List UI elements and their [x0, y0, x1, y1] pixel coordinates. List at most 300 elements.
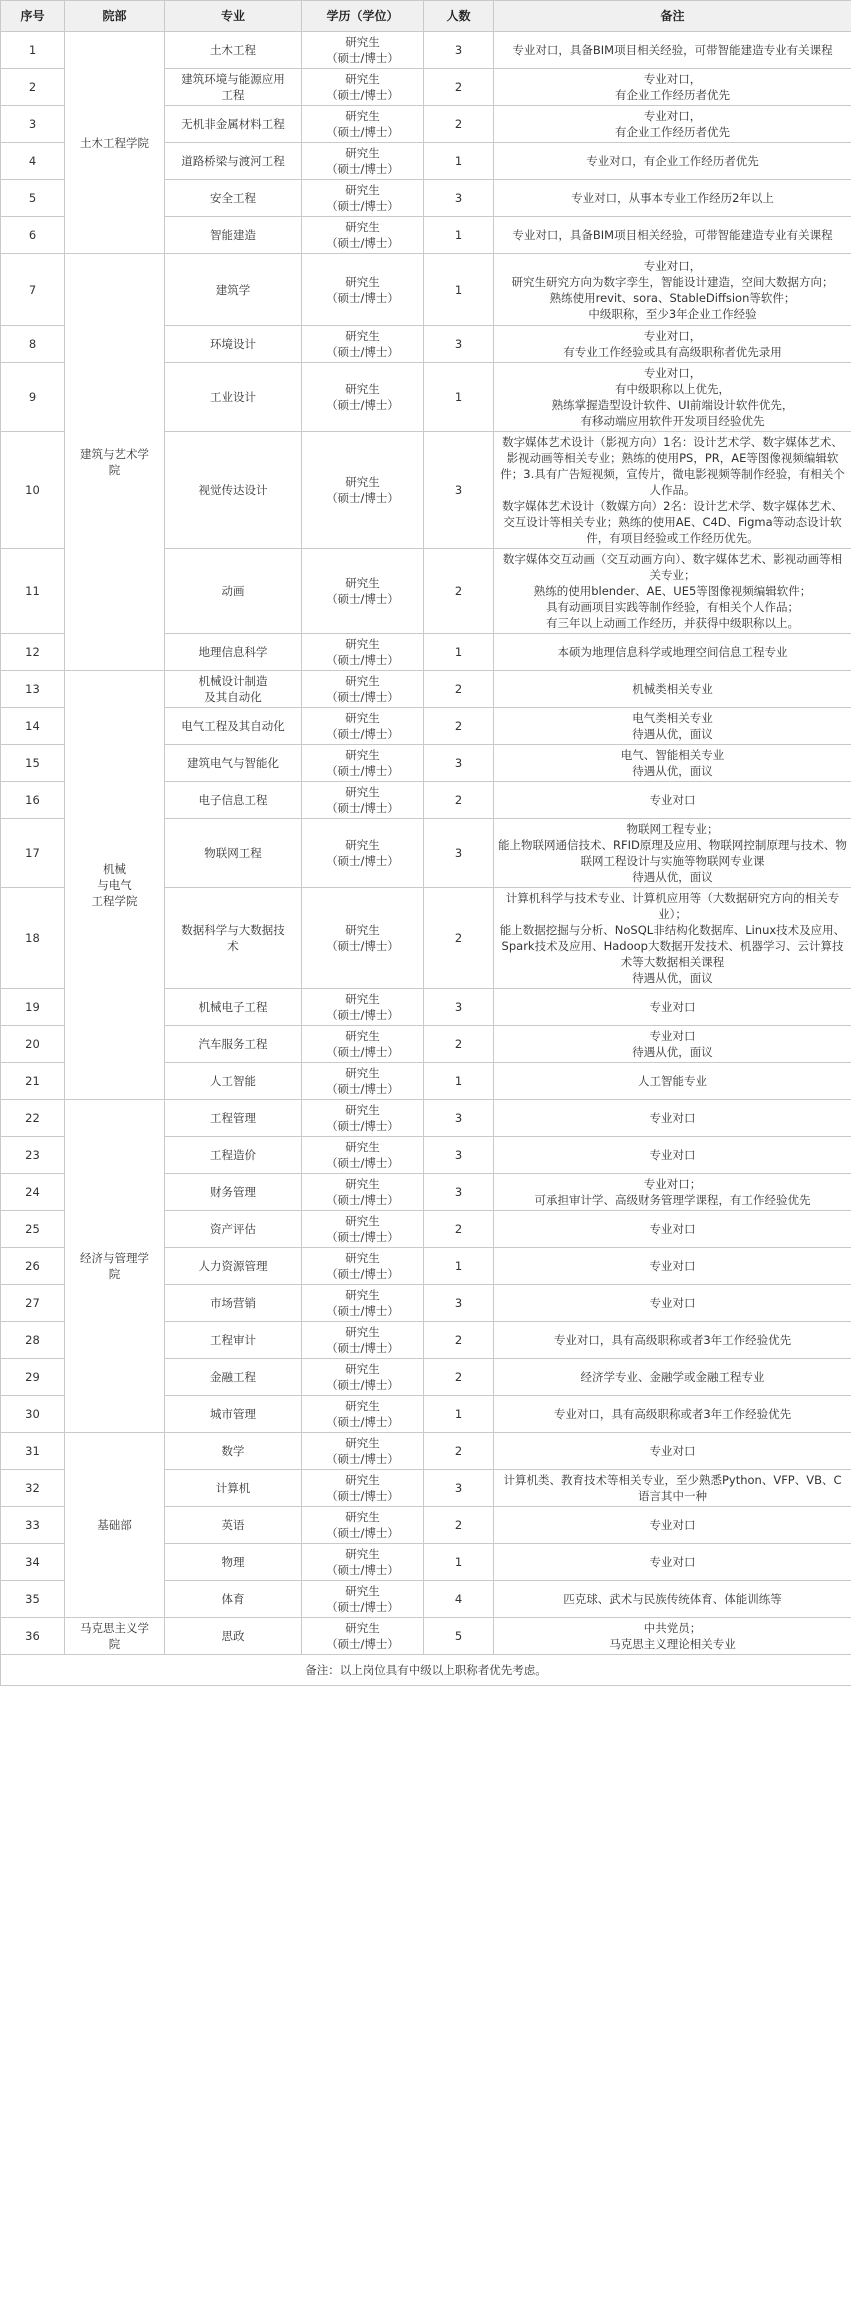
cell-education [302, 549, 424, 634]
cell-no: 15 [1, 745, 65, 782]
line-text: 经济学专业、金融学或金融工程专业 [580, 1370, 765, 1384]
cell-major [165, 1211, 302, 1248]
cell-no: 28 [1, 1322, 65, 1359]
cell-education [302, 1396, 424, 1433]
line-text: 研究生 [345, 1473, 380, 1487]
cell-count: 3 [424, 819, 494, 888]
line-text: 建筑与艺术学 [80, 447, 149, 461]
cell-education [302, 143, 424, 180]
line-text: 专业对口； [643, 1177, 702, 1191]
line-text: 城市管理 [210, 1407, 256, 1421]
line-text: （硕士/博士） [326, 1230, 399, 1244]
cell-education [302, 1248, 424, 1285]
line-text: 电气、智能相关专业 [620, 748, 725, 762]
line-text: 专业对口， [643, 72, 702, 86]
cell-count: 2 [424, 671, 494, 708]
cell-education [302, 1211, 424, 1248]
cell-no: 20 [1, 1026, 65, 1063]
cell-count: 3 [424, 432, 494, 549]
line-text: 专业对口 [649, 1222, 696, 1236]
cell-note [494, 1211, 851, 1248]
line-text: （硕士/博士） [326, 398, 399, 412]
cell-no: 31 [1, 1433, 65, 1470]
cell-major [165, 1618, 302, 1655]
line-text: 资产评估 [210, 1222, 256, 1236]
line-text: 电气工程及其自动化 [181, 719, 285, 733]
line-text: 研究生 [345, 183, 380, 197]
line-text: 研究生 [345, 382, 380, 396]
line-text: 中共党员； [643, 1621, 702, 1635]
line-text: （硕士/博士） [326, 1082, 399, 1096]
line-text: 物联网工程专业； [626, 822, 719, 836]
cell-education [302, 1174, 424, 1211]
cell-note [494, 549, 851, 634]
cell-major [165, 1063, 302, 1100]
line-text: （硕士/博士） [326, 1304, 399, 1318]
line-text: 研究生 [345, 992, 380, 1006]
line-text: 术 [227, 939, 239, 953]
cell-count: 1 [424, 634, 494, 671]
line-text: 待遇从优，面议 [632, 727, 713, 741]
cell-note [494, 1433, 851, 1470]
line-text: 专业对口，有企业工作经历者优先 [586, 154, 759, 168]
cell-education [302, 32, 424, 69]
line-text: 研究生 [345, 1214, 380, 1228]
cell-note [494, 1507, 851, 1544]
cell-department [65, 1100, 165, 1433]
cell-no: 11 [1, 549, 65, 634]
line-text: 有企业工作经历者优先 [615, 125, 730, 139]
cell-note [494, 1396, 851, 1433]
cell-education [302, 1507, 424, 1544]
line-text: 建筑环境与能源应用 [181, 72, 285, 86]
line-text: （硕士/博士） [326, 1193, 399, 1207]
line-text: 专业对口，具备BIM项目相关经验，可带智能建造专业有关课程 [512, 43, 833, 57]
line-text: 专业对口， [643, 366, 702, 380]
line-text: （硕士/博士） [326, 1378, 399, 1392]
cell-no: 18 [1, 888, 65, 989]
cell-note [494, 1470, 851, 1507]
line-text: 研究生 [345, 1399, 380, 1413]
cell-no: 1 [1, 32, 65, 69]
line-text: 研究生 [345, 1140, 380, 1154]
cell-note [494, 1137, 851, 1174]
cell-count: 2 [424, 549, 494, 634]
cell-no: 8 [1, 326, 65, 363]
line-text: 专业对口， [643, 109, 702, 123]
header-education: 学历（学位） [302, 1, 424, 32]
cell-major [165, 432, 302, 549]
line-text: 研究生 [345, 109, 380, 123]
line-text: 待遇从优，面议 [632, 764, 713, 778]
cell-major [165, 254, 302, 326]
cell-education [302, 745, 424, 782]
header-count: 人数 [424, 1, 494, 32]
line-text: （硕士/博士） [326, 162, 399, 176]
line-text: 待遇从优，面议 [632, 870, 713, 884]
line-text: 动画 [221, 584, 245, 598]
line-text: 视觉传达设计 [198, 483, 268, 497]
line-text: （硕士/博士） [326, 1008, 399, 1022]
cell-education [302, 106, 424, 143]
cell-major [165, 708, 302, 745]
line-text: （硕士/博士） [326, 727, 399, 741]
cell-count: 3 [424, 32, 494, 69]
cell-education [302, 1470, 424, 1507]
cell-no: 2 [1, 69, 65, 106]
cell-note [494, 143, 851, 180]
cell-count: 3 [424, 1470, 494, 1507]
line-text: 专业对口，具备BIM项目相关经验，可带智能建造专业有关课程 [512, 228, 833, 242]
cell-count: 2 [424, 1026, 494, 1063]
line-text: 研究生 [345, 1288, 380, 1302]
cell-education [302, 254, 424, 326]
cell-note [494, 1359, 851, 1396]
cell-major [165, 1581, 302, 1618]
line-text: （硕士/博士） [326, 1267, 399, 1281]
cell-major [165, 782, 302, 819]
line-text: 研究生研究方向为数字孪生，智能设计建造，空间大数据方向； [511, 274, 834, 289]
line-text: 有中级职称以上优先， [615, 382, 730, 396]
line-text: 土木工程学院 [80, 135, 149, 150]
cell-no: 13 [1, 671, 65, 708]
line-text: （硕士/博士） [326, 1156, 399, 1170]
cell-education [302, 217, 424, 254]
line-text: 专业对口 [649, 1259, 696, 1273]
cell-major [165, 989, 302, 1026]
cell-note [494, 888, 851, 989]
line-text: （硕士/博士） [326, 1637, 399, 1651]
line-text: 数字媒体艺术设计（影视方向）1名：设计艺术学、数字媒体艺术、影视动画等相关专业；熟练的使用PS，PR，AE等图像视频编辑软件；3.具有广告短视频，宣传片，微电影视频等制作经验，有相关个人作品。 [500, 435, 845, 497]
cell-note [494, 989, 851, 1026]
cell-no: 10 [1, 432, 65, 549]
line-text: 有移动端应用软件开发项目经验优先 [580, 414, 765, 428]
cell-education [302, 1137, 424, 1174]
line-text: 研究生 [345, 1325, 380, 1339]
line-text: 数据科学与大数据技 [181, 923, 285, 937]
line-text: 匹克球、武术与民族传统体育、体能训练等 [563, 1592, 782, 1606]
line-text: 数学 [221, 1444, 245, 1458]
line-text: 人工智能 [210, 1074, 256, 1088]
cell-note [494, 1026, 851, 1063]
line-text: 专业对口，具有高级职称或者3年工作经验优先 [553, 1407, 792, 1421]
line-text: （硕士/博士） [326, 236, 399, 250]
line-text: 无机非金属材料工程 [181, 117, 285, 131]
line-text: 汽车服务工程 [198, 1037, 268, 1051]
line-text: 熟练掌握造型设计软件、UI前端设计软件优先， [551, 398, 794, 412]
cell-no: 7 [1, 254, 65, 326]
cell-no: 4 [1, 143, 65, 180]
line-text: 土木工程 [210, 43, 256, 57]
line-text: 待遇从优，面议 [632, 1045, 713, 1059]
cell-count: 2 [424, 708, 494, 745]
footer-note: 备注：以上岗位具有中级以上职称者优先考虑。 [1, 1655, 851, 1686]
cell-major [165, 1359, 302, 1396]
cell-education [302, 432, 424, 549]
table-row [1, 1618, 851, 1655]
line-text: 金融工程 [210, 1370, 256, 1384]
cell-education [302, 1544, 424, 1581]
table-row [1, 1100, 851, 1137]
cell-no: 33 [1, 1507, 65, 1544]
line-text: 数字媒体艺术设计（数媒方向）2名：设计艺术学、数字媒体艺术、交互设计等相关专业；熟练的使用AE、C4D、Figma等动态设计软件，有项目经验或工作经历优先。 [502, 499, 843, 545]
line-text: （硕士/博士） [326, 1600, 399, 1614]
cell-count: 3 [424, 326, 494, 363]
line-text: 人工智能专业 [638, 1074, 707, 1088]
cell-note [494, 1618, 851, 1655]
line-text: 研究生 [345, 274, 380, 289]
cell-department [65, 671, 165, 1100]
cell-count: 1 [424, 254, 494, 326]
cell-department [65, 254, 165, 671]
cell-no: 24 [1, 1174, 65, 1211]
line-text: 安全工程 [210, 191, 256, 205]
line-text: （硕士/博士） [326, 690, 399, 704]
cell-no: 36 [1, 1618, 65, 1655]
line-text: 有企业工作经历者优先 [615, 88, 730, 102]
cell-major [165, 217, 302, 254]
line-text: 研究生 [345, 1066, 380, 1080]
line-text: （硕士/博士） [326, 854, 399, 868]
header-note: 备注 [494, 1, 851, 32]
cell-no: 29 [1, 1359, 65, 1396]
cell-major [165, 1470, 302, 1507]
line-text: 人力资源管理 [198, 1259, 268, 1273]
line-text: （硕士/博士） [326, 653, 399, 667]
cell-count: 2 [424, 1322, 494, 1359]
cell-note [494, 254, 851, 326]
cell-count: 1 [424, 1248, 494, 1285]
line-text: 专业对口 [649, 793, 696, 807]
line-text: （硕士/博士） [326, 1119, 399, 1133]
cell-no: 30 [1, 1396, 65, 1433]
line-text: 具有动画项目实践等制作经验，有相关个人作品； [546, 600, 799, 614]
line-text: 马克思主义学 [80, 1621, 149, 1635]
line-text: 计算机科学与技术专业、计算机应用等（大数据研究方向的相关专业）； [505, 891, 840, 921]
line-text: 研究生 [345, 576, 380, 590]
cell-major [165, 1433, 302, 1470]
cell-note [494, 1285, 851, 1322]
line-text: （硕士/博士） [326, 1526, 399, 1540]
line-text: 与电气 [97, 878, 132, 892]
line-text: 研究生 [345, 1177, 380, 1191]
line-text: 专业对口 [649, 1148, 696, 1162]
cell-note [494, 32, 851, 69]
cell-education [302, 326, 424, 363]
cell-education [302, 1581, 424, 1618]
cell-department [65, 1433, 165, 1618]
cell-note [494, 180, 851, 217]
cell-education [302, 671, 424, 708]
line-text: 研究生 [345, 1251, 380, 1265]
line-text: 中级职称，至少3年企业工作经验 [588, 306, 757, 321]
cell-count: 2 [424, 1507, 494, 1544]
line-text: 研究生 [345, 1584, 380, 1598]
cell-count: 1 [424, 363, 494, 432]
cell-education [302, 180, 424, 217]
cell-education [302, 819, 424, 888]
line-text: 地理信息科学 [198, 645, 268, 659]
line-text: 工程 [221, 88, 245, 102]
cell-note [494, 1248, 851, 1285]
cell-no: 21 [1, 1063, 65, 1100]
cell-note [494, 1322, 851, 1359]
line-text: 机械设计制造 [198, 674, 268, 688]
line-text: 研究生 [345, 1103, 380, 1117]
line-text: 可承担审计学、高级财务管理学课程，有工作经验优先 [534, 1193, 811, 1207]
cell-education [302, 1063, 424, 1100]
cell-note [494, 1544, 851, 1581]
line-text: （硕士/博士） [326, 1415, 399, 1429]
line-text: 环境设计 [210, 337, 256, 351]
cell-major [165, 326, 302, 363]
line-text: 研究生 [345, 838, 380, 852]
line-text: 专业对口，具有高级职称或者3年工作经验优先 [553, 1333, 792, 1347]
line-text: 英语 [221, 1518, 245, 1532]
cell-note [494, 1174, 851, 1211]
line-text: 研究生 [345, 1029, 380, 1043]
line-text: 研究生 [345, 35, 380, 49]
line-text: 数字媒体交互动画（交互动画方向）、数字媒体艺术、影视动画等相关专业； [502, 552, 843, 582]
cell-no: 25 [1, 1211, 65, 1248]
line-text: 研究生 [345, 637, 380, 651]
line-text: （硕士/博士） [326, 88, 399, 102]
cell-major [165, 106, 302, 143]
line-text: 专业对口 [649, 1555, 696, 1569]
cell-no: 16 [1, 782, 65, 819]
line-text: 研究生 [345, 785, 380, 799]
cell-no: 12 [1, 634, 65, 671]
cell-count: 2 [424, 782, 494, 819]
line-text: 电子信息工程 [198, 793, 268, 807]
line-text: （硕士/博士） [326, 1045, 399, 1059]
line-text: 物理 [221, 1555, 245, 1569]
cell-count: 3 [424, 1285, 494, 1322]
cell-major [165, 1544, 302, 1581]
line-text: （硕士/博士） [326, 1489, 399, 1503]
cell-no: 14 [1, 708, 65, 745]
line-text: 市场营销 [210, 1296, 256, 1310]
cell-count: 2 [424, 1359, 494, 1396]
line-text: （硕士/博士） [326, 51, 399, 65]
cell-count: 3 [424, 989, 494, 1026]
cell-note [494, 326, 851, 363]
line-text: 物联网工程 [204, 846, 262, 860]
line-text: 研究生 [345, 329, 380, 343]
cell-note [494, 708, 851, 745]
line-text: （硕士/博士） [326, 199, 399, 213]
line-text: （硕士/博士） [326, 1452, 399, 1466]
cell-note [494, 782, 851, 819]
line-text: 工业设计 [210, 390, 256, 404]
cell-major [165, 143, 302, 180]
line-text: （硕士/博士） [326, 939, 399, 953]
line-text: （硕士/博士） [326, 290, 399, 305]
line-text: 计算机类、教育技术等相关专业，至少熟悉Python、VFP、VB、C语言其中一种 [503, 1473, 842, 1503]
line-text: 建筑电气与智能化 [187, 756, 279, 770]
line-text: 工程造价 [210, 1148, 256, 1162]
line-text: 待遇从优，面议 [632, 971, 713, 985]
cell-no: 6 [1, 217, 65, 254]
cell-department [65, 32, 165, 254]
line-text: 有专业工作经验或具有高级职称者优先录用 [563, 345, 782, 359]
line-text: 基础部 [97, 1518, 132, 1532]
cell-education [302, 1618, 424, 1655]
line-text: 本硕为地理信息科学或地理空间信息工程专业 [557, 645, 788, 659]
line-text: （硕士/博士） [326, 125, 399, 139]
cell-major [165, 819, 302, 888]
cell-note [494, 1100, 851, 1137]
line-text: 机械类相关专业 [632, 682, 713, 696]
cell-count: 2 [424, 106, 494, 143]
line-text: 工程学院 [91, 894, 138, 908]
header-department: 院部 [65, 1, 165, 32]
line-text: 财务管理 [210, 1185, 256, 1199]
cell-education [302, 888, 424, 989]
cell-major [165, 671, 302, 708]
table-row [1, 1433, 851, 1470]
line-text: 专业对口 [649, 1000, 696, 1014]
line-text: 智能建造 [210, 228, 256, 242]
cell-education [302, 782, 424, 819]
cell-no: 17 [1, 819, 65, 888]
cell-count: 3 [424, 1174, 494, 1211]
cell-no: 27 [1, 1285, 65, 1322]
line-text: 研究生 [345, 1621, 380, 1635]
cell-no: 34 [1, 1544, 65, 1581]
line-text: 研究生 [345, 220, 380, 234]
cell-education [302, 1433, 424, 1470]
cell-count: 1 [424, 1544, 494, 1581]
line-text: 马克思主义理论相关专业 [609, 1637, 736, 1651]
header-no: 序号 [1, 1, 65, 32]
cell-education [302, 363, 424, 432]
cell-count: 1 [424, 217, 494, 254]
cell-count: 5 [424, 1618, 494, 1655]
cell-note [494, 634, 851, 671]
line-text: （硕士/博士） [326, 1341, 399, 1355]
cell-note [494, 432, 851, 549]
line-text: （硕士/博士） [326, 345, 399, 359]
line-text: 专业对口 [649, 1111, 696, 1125]
line-text: 有三年以上动画工作经历，并获得中级职称以上。 [546, 616, 799, 630]
cell-count: 2 [424, 1211, 494, 1248]
cell-note [494, 1063, 851, 1100]
cell-education [302, 634, 424, 671]
cell-count: 4 [424, 1581, 494, 1618]
cell-no: 26 [1, 1248, 65, 1285]
line-text: 机械电子工程 [198, 1000, 268, 1014]
line-text: 思政 [221, 1629, 245, 1643]
cell-count: 3 [424, 1100, 494, 1137]
line-text: 专业对口，从事本专业工作经历2年以上 [571, 191, 774, 205]
cell-no: 3 [1, 106, 65, 143]
cell-note [494, 819, 851, 888]
cell-note [494, 671, 851, 708]
cell-education [302, 1359, 424, 1396]
cell-education [302, 1100, 424, 1137]
line-text: 专业对口 [649, 1296, 696, 1310]
table-row [1, 671, 851, 708]
cell-count: 1 [424, 1396, 494, 1433]
line-text: 熟练使用revit、sora、StableDiffsion等软件； [549, 290, 796, 305]
cell-count: 1 [424, 143, 494, 180]
line-text: 建筑学 [215, 282, 251, 297]
cell-note [494, 69, 851, 106]
header-major: 专业 [165, 1, 302, 32]
line-text: 专业对口 [649, 1029, 696, 1043]
cell-major [165, 1248, 302, 1285]
